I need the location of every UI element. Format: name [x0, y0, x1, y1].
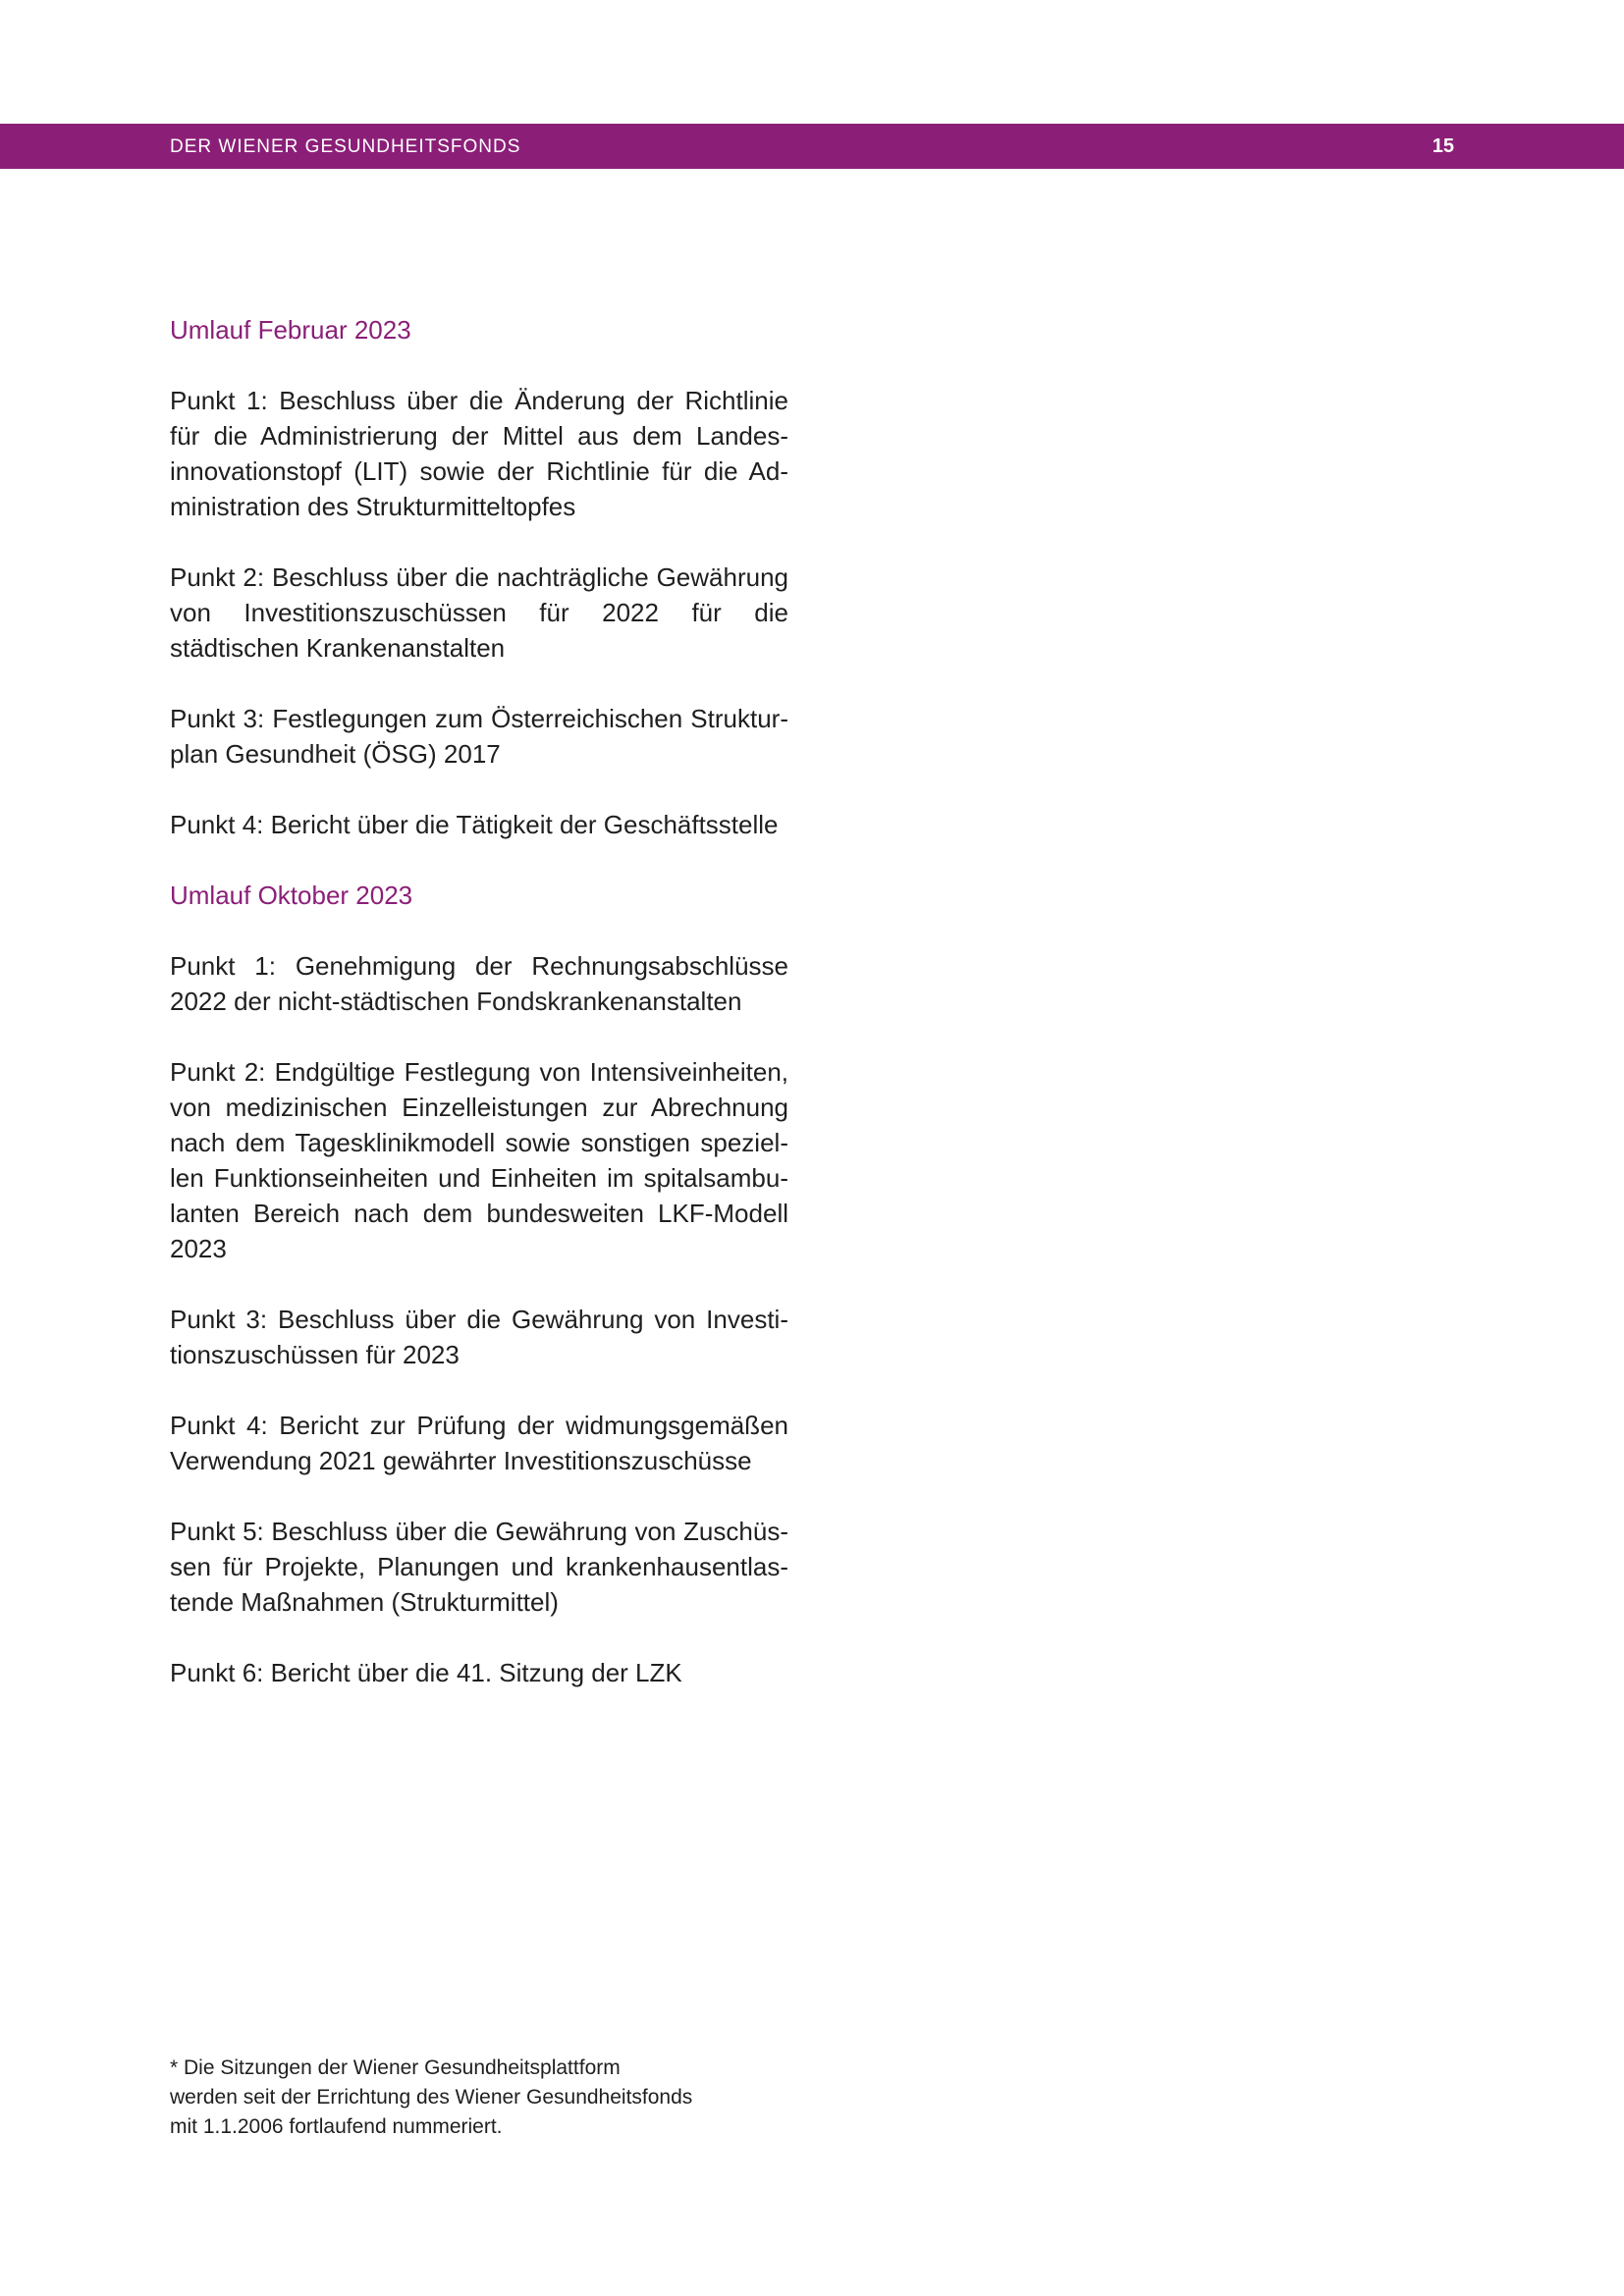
section-heading: Umlauf Februar 2023: [170, 315, 411, 345]
agenda-item: Punkt 4: Bericht zur Prüfung der widmungsgemäßen Verwendung 2021 gewährter Investitionszuschüsse: [170, 1411, 788, 1475]
agenda-item: Punkt 1: Genehmigung der Rechnungsabschlüsse 2022 der nicht-städtischen Fondskrankenanstalten: [170, 951, 788, 1016]
footnote: [170, 2054, 808, 2142]
footnote-line: * Die Sitzungen der Wiener Gesundheitsplattform: [170, 2056, 621, 2079]
agenda-item: Punkt 2: Endgültige Festlegung von Intensiveinheiten, von medizinischen Einzelleistungen zur Abrechnung nach dem Tagesklinikmodell sowie sonstigen speziellen Funktionseinheiten und Einheiten im spitalsambulanten Bereich nach dem bundesweiten LKF-Modell 2023: [170, 1057, 788, 1263]
agenda-item: Punkt 6: Bericht über die 41. Sitzung der LZK: [170, 1658, 682, 1687]
agenda-item: Punkt 2: Beschluss über die nachträgliche Gewährung von Investitionszuschüssen für 2022 für die städtischen Krankenanstalten: [170, 562, 788, 663]
main-content: [170, 312, 788, 1690]
header-band: [0, 124, 1624, 169]
agenda-item: Punkt 1: Beschluss über die Änderung der Richtlinie für die Administrierung der Mittel aus dem Landesinnovationstopf (LIT) sowie der Richtlinie für die Administration des Strukturmitteltopfes: [170, 386, 788, 521]
section-heading: Umlauf Oktober 2023: [170, 881, 413, 910]
agenda-item: Punkt 4: Bericht über die Tätigkeit der Geschäftsstelle: [170, 810, 779, 839]
agenda-item: Punkt 3: Beschluss über die Gewährung von Investitionszuschüssen für 2023: [170, 1305, 788, 1369]
agenda-item: Punkt 5: Beschluss über die Gewährung von Zuschüssen für Projekte, Planungen und krankenhausentlastende Maßnahmen (Strukturmittel): [170, 1517, 788, 1617]
running-header-title: DER WIENER GESUNDHEITSFONDS: [170, 136, 521, 157]
section-februar: [170, 312, 788, 842]
page-number: 15: [1432, 135, 1454, 157]
section-oktober: [170, 878, 788, 1690]
agenda-item: Punkt 3: Festlegungen zum Österreichischen Strukturplan Gesundheit (ÖSG) 2017: [170, 704, 788, 769]
footnote-line: mit 1.1.2006 fortlaufend nummeriert.: [170, 2115, 503, 2138]
footnote-line: werden seit der Errichtung des Wiener Gesundheitsfonds: [170, 2086, 693, 2109]
